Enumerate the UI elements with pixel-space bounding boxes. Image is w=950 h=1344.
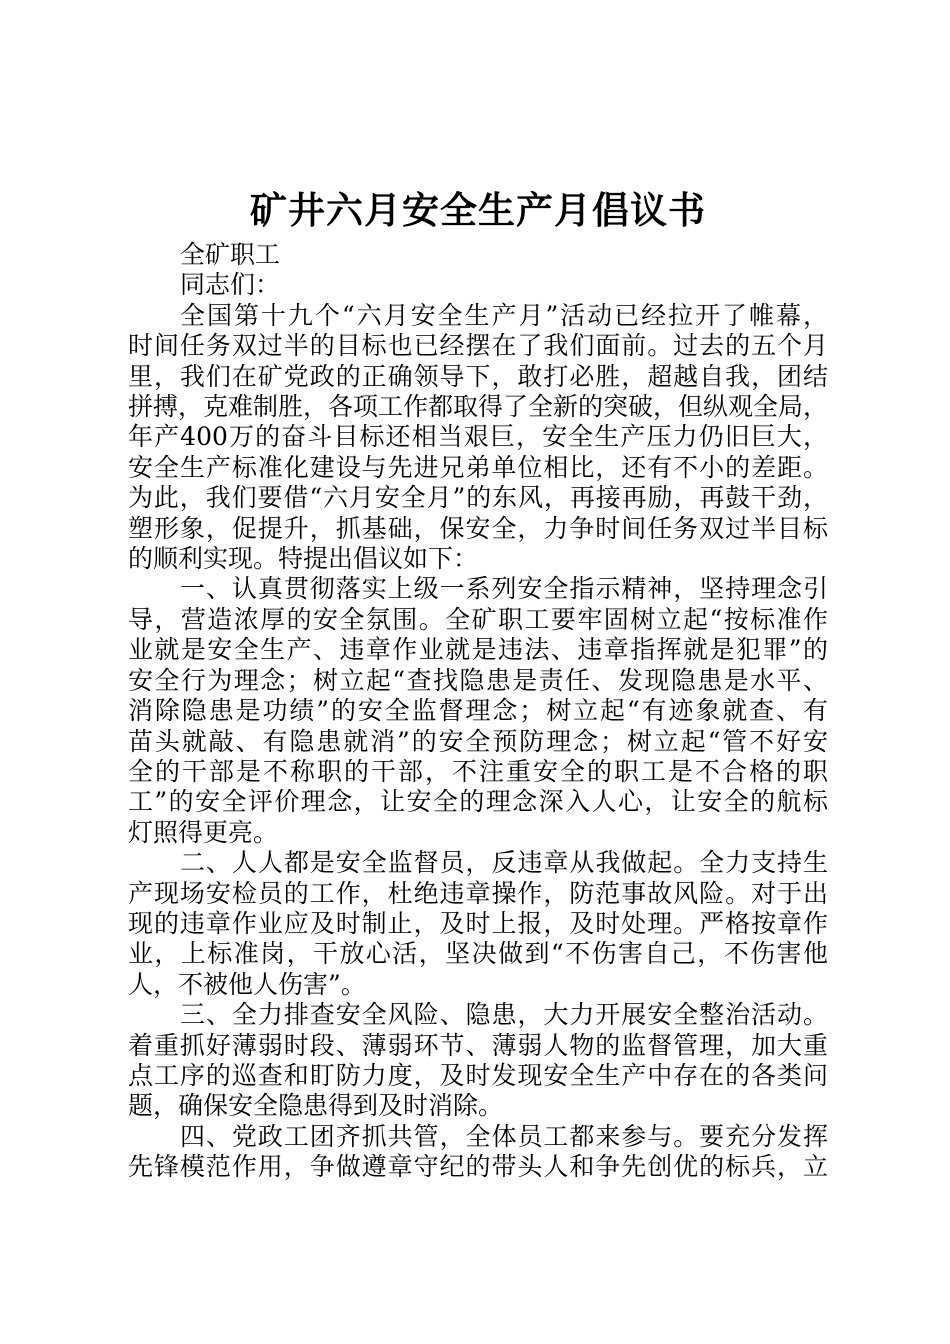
body-line: 先锋模范作用，争做遵章守纪的带头人和争先创优的标兵，立 xyxy=(128,1152,828,1182)
body-line: 现的违章作业应及时制止，及时上报，及时处理。严格按章作 xyxy=(128,908,828,938)
body-line: 消除隐患是功绩”的安全监督理念；树立起“有迹象就查、有 xyxy=(128,696,828,726)
body-line: 时间任务双过半的目标也已经摆在了我们面前。过去的五个月 xyxy=(128,331,828,361)
document-body xyxy=(128,240,828,1183)
body-line: 同志们： xyxy=(180,270,281,300)
body-line: 苗头就敲、有隐患就消”的安全预防理念；树立起“管不好安 xyxy=(128,726,828,756)
body-line: 三、全力排查安全风险、隐患，大力开展安全整治活动。 xyxy=(180,1000,828,1030)
body-line: 工”的安全评价理念，让安全的理念深入人心，让安全的航标 xyxy=(128,787,828,817)
body-line: 安全生产标准化建设与先进兄弟单位相比，还有不小的差距。 xyxy=(128,452,828,482)
body-line: 四、党政工团齐抓共管，全体员工都来参与。要充分发挥 xyxy=(180,1121,828,1151)
body-line: 全矿职工 xyxy=(180,240,281,269)
body-line: 塑形象，促提升，抓基础，保安全，力争时间任务双过半目标 xyxy=(128,513,828,543)
body-line: 着重抓好薄弱时段、薄弱环节、薄弱人物的监督管理，加大重 xyxy=(128,1030,828,1060)
body-line: 一、认真贯彻落实上级一系列安全指示精神，坚持理念引 xyxy=(180,574,828,604)
body-line: 全的干部是不称职的干部，不注重安全的职工是不合格的职 xyxy=(128,756,828,786)
body-line: 灯照得更亮。 xyxy=(128,817,279,847)
document-page xyxy=(128,180,828,1183)
body-line: 点工序的巡查和盯防力度，及时发现安全生产中存在的各类问 xyxy=(128,1060,828,1090)
body-line: 为此，我们要借“六月安全月”的东风，再接再励，再鼓干劲， xyxy=(128,483,828,513)
document-title: 矿井六月安全生产月倡议书 xyxy=(250,188,706,232)
body-line: 拼搏，克难制胜，各项工作都取得了全新的突破，但纵观全局， xyxy=(128,392,828,422)
body-line: 题，确保安全隐患得到及时消除。 xyxy=(128,1091,504,1121)
body-line: 年产400万的奋斗目标还相当艰巨，安全生产压力仍旧巨大， xyxy=(128,422,828,452)
body-line: 人，不被他人伤害”。 xyxy=(128,969,366,999)
body-line: 产现场安检员的工作，杜绝违章操作，防范事故风险。对于出 xyxy=(128,878,828,908)
body-line: 安全行为理念；树立起“查找隐患是责任、发现隐患是水平、 xyxy=(128,665,828,695)
body-line: 导，营造浓厚的安全氛围。全矿职工要牢固树立起“按标准作 xyxy=(128,604,828,634)
body-line: 的顺利实现。特提出倡议如下： xyxy=(128,544,479,574)
body-line: 全国第十九个“六月安全生产月”活动已经拉开了帷幕， xyxy=(180,300,828,330)
body-line: 业，上标准岗，干放心活，坚决做到“不伤害自己，不伤害他 xyxy=(128,939,828,969)
body-line: 里，我们在矿党政的正确领导下，敢打必胜，超越自我，团结 xyxy=(128,361,828,391)
body-line: 业就是安全生产、违章作业就是违法、违章指挥就是犯罪”的 xyxy=(128,635,828,665)
body-line: 二、人人都是安全监督员，反违章从我做起。全力支持生 xyxy=(180,848,828,878)
